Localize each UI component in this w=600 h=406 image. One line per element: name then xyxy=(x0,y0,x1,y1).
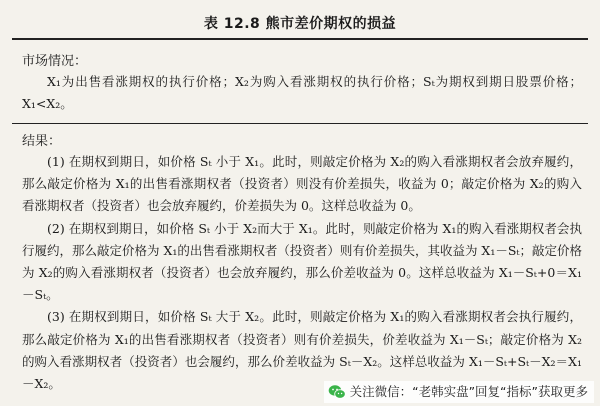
wechat-icon xyxy=(328,384,346,400)
top-rule xyxy=(12,38,588,40)
results-heading: 结果： xyxy=(22,134,62,149)
market-text xyxy=(22,71,582,115)
market-paragraph: X₁为出售看涨期权的执行价格；X₂为购入看涨期权的执行价格；Sₜ为期权到期日股票价格；X₁<X₂。 xyxy=(22,74,582,112)
market-heading: 市场情况： xyxy=(22,54,88,69)
wechat-watermark xyxy=(324,381,594,403)
result-paragraph-1: (1) 在期权到期日，如价格 Sₜ 小于 X₁。此时，则敲定价格为 X₂的购入看涨期权者会放弃履约，那么敲定价格为 X₁的出售看涨期权者（投资者）则没有价差损失，收益为 0；敲定价格为 X₂的购入看涨期权者（投资者）也会放弃履约，价差损失为 0。这样总收益为 0。 xyxy=(22,154,582,214)
table-title: 表 12.8 熊市差价期权的损益 xyxy=(203,16,397,32)
result-paragraph-2: (2) 在期权到期日，如价格 Sₜ 小于 X₂而大于 X₁。此时，则敲定价格为 X₁的购入看涨期权者会执行履约，那么敲定价格为 X₁的出售看涨期权者（投资者）则有价差损失，其收益为 X₁－Sₜ；敲定价格为 X₂的购入看涨期权者（投资者）也会放弃履约，那么价差收益为 0。这样总收益为 X₁－Sₜ+0＝X₁－Sₜ。 xyxy=(22,220,582,303)
result-paragraph-3: (3) 在期权到期日，如价格 Sₜ 大于 X₂。此时，则敲定价格为 X₁的购入看涨期权者会执行履约，那么敲定价格为 X₁的出售看涨期权者（投资者）则有价差损失，价差收益为 X₁－Sₜ；敲定价格为 X₂的购入看涨期权者（投资者）也会履约，那么价差收益为 Sₜ－X₂。这样总收益为 X₁－Sₜ+Sₜ－X₂＝X₁－X₂。 xyxy=(22,309,582,392)
section-divider xyxy=(12,123,588,124)
results-text xyxy=(22,151,582,395)
watermark-text: 关注微信：“老韩实盘”回复“指标”获取更多 xyxy=(349,384,588,399)
